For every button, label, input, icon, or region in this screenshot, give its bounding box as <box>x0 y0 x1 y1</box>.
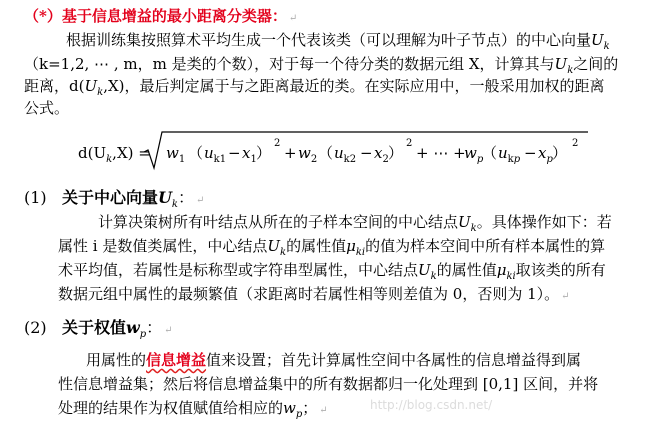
body-text: 。具体操作如下：若 <box>476 213 612 231</box>
section-2-line-1 <box>86 350 581 370</box>
body-text: 用属性的 <box>86 351 147 369</box>
highlight-term: 信息增益 <box>146 351 207 369</box>
intro-line-1: 根据训练集按照算术平均生成一个代表该类（可以理解为叶子节点）的中心向量$U_k$ <box>66 31 610 52</box>
section-1-line-4 <box>58 284 570 307</box>
body-text: 术平均值，若属性是标称型或字符串型属性，中心结点 <box>58 261 419 279</box>
paragraph-mark-icon: ↵ <box>195 195 205 206</box>
svg-text:−: − <box>360 144 373 162</box>
svg-text:−: − <box>524 144 537 162</box>
svg-text:ukp: $u_kp$ <box>498 144 521 165</box>
section-2-heading: (2) 关于权值$w_p$： ↵ <box>24 318 173 341</box>
section-1-line-2: 属性 i 是数值类属性，中心结点$U_k$的属性值$\mu_{ki}$的值为样本空间中所有样本属性的算 <box>58 237 606 258</box>
paragraph-mark-icon: ↵ <box>561 291 570 302</box>
formula-svg <box>78 128 598 174</box>
section-heading <box>24 6 297 29</box>
distance-formula <box>78 128 598 174</box>
intro-text: 根据训练集按照算术平均生成一个代表该类（可以理解为叶子节点）的中心向量 <box>66 31 592 49</box>
svg-text:）: ） <box>256 144 272 162</box>
body-text: 的属性值 <box>436 261 497 279</box>
svg-text:w2: $w_2$ <box>298 144 318 165</box>
section-title: 关于权值 <box>61 318 126 337</box>
svg-text:w1: $w_1$ <box>166 144 186 165</box>
svg-text:2: 2 <box>406 138 413 149</box>
watermark: http://blog.csdn.net/ <box>370 398 493 412</box>
body-text: 属性 i 是数值类属性，中心结点 <box>58 237 268 255</box>
intro-text: （k=1,2, ⋯ , m，m 是类的个数），对于每一个待分类的数据元组 X，计算其与 <box>24 55 555 73</box>
section-number: (2) <box>24 318 47 337</box>
paragraph-mark-icon: ↵ <box>288 13 298 24</box>
section-1-line-3: 术平均值，若属性是标称型或字符串型属性，中心结点$U_k$的属性值$\mu_{ki}$取该类的所有 <box>58 261 606 282</box>
svg-text:2: 2 <box>572 138 579 149</box>
heading-text: 基于信息增益的最小距离分类器： <box>61 7 287 25</box>
body-text: 计算决策树所有叶结点从所在的子样本空间的中心结点 <box>98 213 459 231</box>
body-text: 的属性值 <box>286 237 347 255</box>
svg-text:+ ⋯ +: + ⋯ + <box>416 144 466 162</box>
svg-text:−: − <box>228 144 241 162</box>
body-text: 处理的结果作为权值赋值给相应的 <box>58 399 284 417</box>
svg-text:）: ） <box>552 144 568 162</box>
svg-text:uk2: $u_{k2}$ <box>334 144 357 165</box>
body-text: 值来设置；首先计算属性空间中各属性的信息增益得到属 <box>206 351 582 369</box>
body-text: ； <box>302 399 318 417</box>
svg-text:（: （ <box>188 144 204 162</box>
intro-text: 公式。 <box>24 99 70 117</box>
intro-text: ,X)，最后判定属于与之距离最近的类。在实际应用中，一般采用加权的距离 <box>103 77 605 95</box>
section-1-heading: (1) 关于中心向量$U_k$： ↵ <box>24 188 205 211</box>
section-1-line-1: 计算决策树所有叶结点从所在的子样本空间的中心结点$U_k$。具体操作如下：若 <box>98 213 612 234</box>
heading-prefix: （*） <box>24 7 62 25</box>
intro-line-2: （k=1,2, ⋯ , m，m 是类的个数），对于每一个待分类的数据元组 X，计算其与$U_k$之间的 <box>24 55 619 76</box>
body-text: 性信息增益集；然后将信息增益集中的所有数据都归一化处理到 [0,1] 区间，并将 <box>58 375 599 393</box>
paragraph-mark-icon: ↵ <box>319 405 328 416</box>
intro-text: 距离，d( <box>24 77 85 95</box>
section-title: 关于中心向量 <box>61 188 158 207</box>
svg-text:uk1: $u_{k1}$ <box>204 144 227 165</box>
body-text: 数据元组中属性的最频繁值（求距离时若属性相等则差值为 0，否则为 1）。 <box>58 285 560 303</box>
svg-text:+: + <box>284 144 297 162</box>
svg-text:x1: $x_1$ <box>242 144 257 165</box>
intro-line-3: 距离，$d(U_k,X)$，最后判定属于与之距离最近的类。在实际应用中，一般采用加权的距离 <box>24 77 605 98</box>
paragraph-mark-icon: ↵ <box>164 325 173 336</box>
svg-text:（: （ <box>482 144 498 162</box>
section-2-line-3: 处理的结果作为权值赋值给相应的$w_p$； ↵ <box>58 399 328 420</box>
intro-line-4 <box>24 98 69 118</box>
intro-text: 之间的 <box>573 55 619 73</box>
section-2-line-2 <box>58 374 598 394</box>
body-text: 取该类的所有 <box>515 261 606 279</box>
svg-text:wp: $w_p$ <box>464 144 484 165</box>
formula-lhs: $d(U_k,X)$ = <box>78 144 151 165</box>
body-text: 的值为样本空间中所有样本属性的算 <box>365 237 606 255</box>
section-number: (1) <box>24 188 47 207</box>
svg-text:x2: $x_2$ <box>374 144 389 165</box>
svg-text:2: 2 <box>274 138 281 149</box>
svg-text:）: ） <box>388 144 404 162</box>
svg-text:（: （ <box>318 144 334 162</box>
svg-text:xp: $x_p$ <box>538 144 553 165</box>
